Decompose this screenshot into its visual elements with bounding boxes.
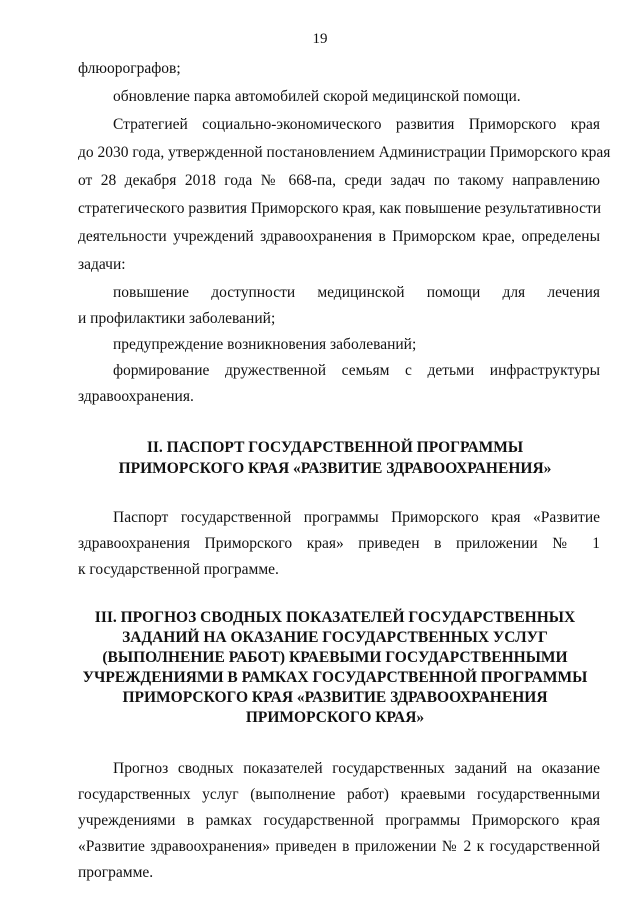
section-heading: ЗАДАНИЙ НА ОКАЗАНИЕ ГОСУДАРСТВЕННЫХ УСЛУГ	[122, 629, 548, 646]
text-line: программе.	[78, 864, 154, 881]
text-line: формирование дружественной семьям с детьми инфраструктуры	[113, 362, 600, 379]
section-heading: III. ПРОГНОЗ СВОДНЫХ ПОКАЗАТЕЛЕЙ ГОСУДАРСТВЕННЫХ	[94, 609, 576, 626]
section-heading: ПРИМОРСКОГО КРАЯ «РАЗВИТИЕ ЗДРАВООХРАНЕНИЯ	[122, 689, 548, 706]
text-line: здравоохранения Приморского края» приведен в приложении № 1	[78, 535, 600, 552]
section-heading: (ВЫПОЛНЕНИЕ РАБОТ) КРАЕВЫМИ ГОСУДАРСТВЕННЫМИ	[102, 649, 568, 666]
text-line: Паспорт государственной программы Приморского края «Развитие	[113, 509, 600, 526]
text-line: повышение доступности медицинской помощи для лечения	[113, 284, 600, 301]
text-line: задачи:	[78, 256, 126, 273]
text-line: стратегического развития Приморского края, как повышение результативности	[78, 200, 602, 217]
text-line: Стратегией социально-экономического развития Приморского края	[113, 116, 600, 133]
section-heading: УЧРЕЖДЕНИЯМИ В РАМКАХ ГОСУДАРСТВЕННОЙ ПРОГРАММЫ	[82, 669, 588, 686]
text-line: Прогноз сводных показателей государственных заданий на оказание	[113, 760, 600, 777]
text-line: здравоохранения.	[78, 388, 194, 405]
text-line: государственных услуг (выполнение работ) краевыми государственными	[78, 786, 600, 803]
text-line: «Развитие здравоохранения» приведен в приложении № 2 к государственной	[78, 838, 600, 855]
text-line: обновление парка автомобилей скорой медицинской помощи.	[113, 88, 521, 105]
text-line: флюорографов;	[78, 60, 181, 77]
text-line: от 28 декабря 2018 года № 668-па, среди задач по такому направлению	[78, 172, 600, 189]
text-line: к государственной программе.	[78, 561, 279, 578]
page-number: 19	[312, 31, 328, 47]
section-heading: ПРИМОРСКОГО КРАЯ «РАЗВИТИЕ ЗДРАВООХРАНЕНИЯ»	[118, 460, 552, 477]
section-heading: ПРИМОРСКОГО КРАЯ»	[245, 709, 425, 726]
text-line: предупреждение возникновения заболеваний;	[113, 336, 417, 353]
text-line: и профилактики заболеваний;	[78, 310, 276, 327]
section-heading: II. ПАСПОРТ ГОСУДАРСТВЕННОЙ ПРОГРАММЫ	[146, 439, 524, 456]
text-line: учреждениями в рамках государственной программы Приморского края	[78, 812, 600, 829]
text-line: деятельности учреждений здравоохранения в Приморском крае, определены	[78, 228, 600, 245]
text-line: до 2030 года, утвержденной постановлением Администрации Приморского края	[78, 144, 611, 161]
